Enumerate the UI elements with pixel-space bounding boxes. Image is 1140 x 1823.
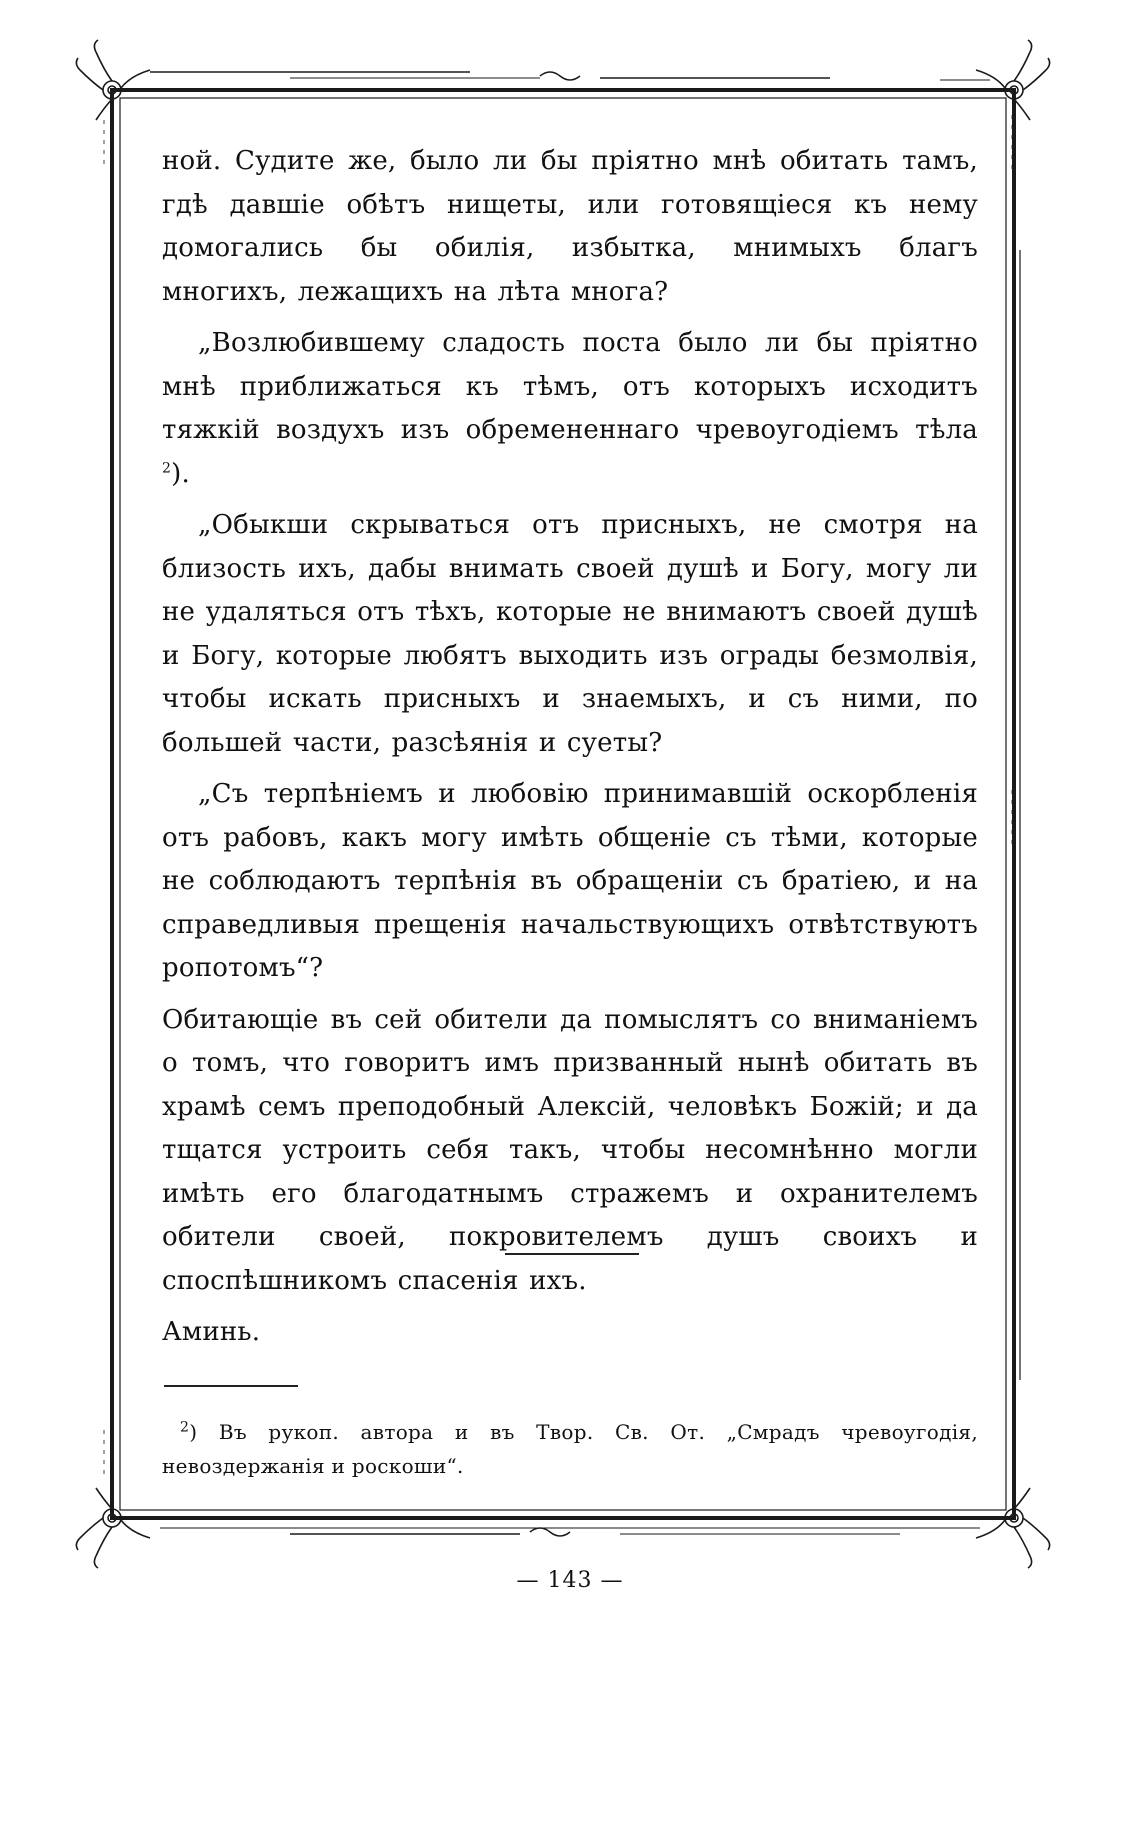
corner-ornament-bottom-right [976,1488,1050,1568]
paragraph-4-text: „Съ терпѣніемъ и любовію принимавшій оскорбленія отъ рабовъ, какъ могу имѣть общеніе съ тѣми, которые не соблюдаютъ терпѣнія въ обращеніи съ братіею, и на справедливыя прещенія начальствующихъ отвѣтствуютъ ропотомъ“? [162,779,978,983]
paragraph-amen [162,1311,978,1355]
paragraph-4 [162,773,978,991]
footnote-reference: 2 [162,459,172,476]
paragraph-1-text: ной. Судите же, было ли бы пріятно мнѣ обитать тамъ, гдѣ давшіе обѣтъ нищеты, или готовящіеся къ нему домогались бы обилія, избытка, мнимыхъ благъ многихъ, лежащихъ на лѣта многа? [162,146,978,307]
paragraph-2-text: „Возлюбившему сладость поста было ли бы пріятно мнѣ приближаться къ тѣмъ, отъ которыхъ исходитъ тяжкій воздухъ изъ обремененнаго чревоугодіемъ тѣла [162,328,978,445]
page-number: — 143 — [516,1568,624,1593]
paragraph-2-closing: ). [171,458,190,489]
footnote [162,1415,978,1483]
footnote-marker: 2 [180,1419,190,1436]
footnote-separator [164,1385,298,1387]
corner-ornament-top-right [976,40,1050,120]
section-end-rule [505,1253,639,1255]
main-text-body [162,140,978,1480]
paragraph-3 [162,504,978,765]
paragraph-2 [162,322,978,496]
paragraph-5-text: Обитающіе въ сей обители да помыслятъ со вниманіемъ о томъ, что говоритъ имъ призванный нынѣ обитать въ храмѣ семъ преподобный Алексій, человѣкъ Божій; и да тщатся устроить себя такъ, чтобы несомнѣнно могли имѣть его благодатнымъ стражемъ и охранителемъ обители своей, покровителемъ душъ своихъ и споспѣшникомъ спасенія ихъ. [162,1004,978,1296]
paragraph-3-text: „Обыкши скрываться отъ присныхъ, не смотря на близость ихъ, дабы внимать своей душѣ и Богу, могу ли не удаляться отъ тѣхъ, которые не внимаютъ своей душѣ и Богу, которые любятъ выходить изъ ограды безмолвія, чтобы искать присныхъ и знаемыхъ, и съ ними, по большей части, разсѣянія и суеты? [162,510,978,758]
corner-ornament-bottom-left [76,1488,150,1568]
amen-text: Аминь. [162,1317,261,1347]
footnote-text: ) Въ рукоп. автора и въ Твор. Св. От. „Смрадъ чревоугодія, невоздержанія и роскоши“. [162,1420,978,1478]
corner-ornament-top-left [76,40,150,120]
paragraph-1 [162,140,978,314]
paragraph-5 [162,999,978,1304]
